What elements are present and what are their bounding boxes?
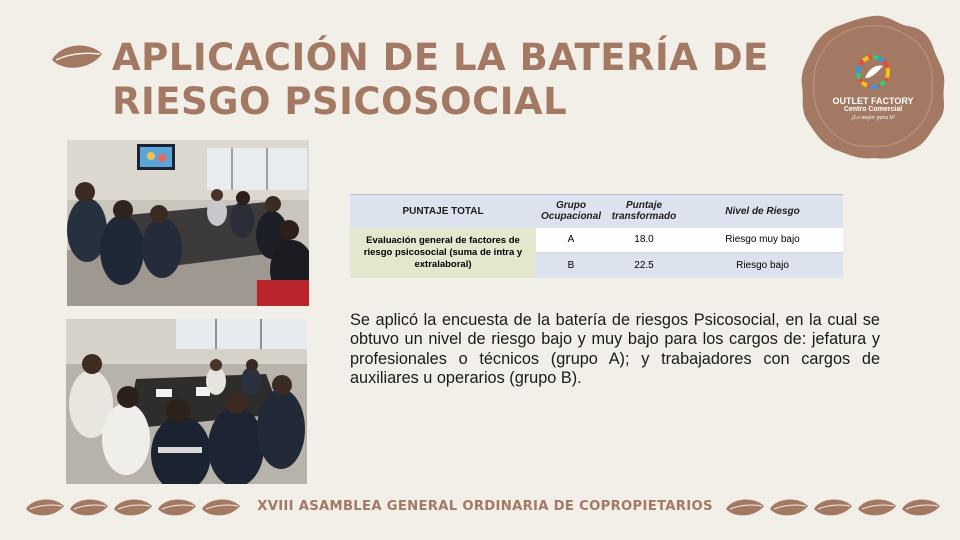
outlet-factory-logo-icon xyxy=(853,52,893,92)
leaf-row-right-icon xyxy=(724,494,944,520)
logo-name: OUTLET FACTORY xyxy=(832,96,914,106)
logo-subtitle: Centro Comercial xyxy=(843,106,903,113)
risk-level-cell: Riesgo bajo xyxy=(682,253,843,278)
meeting-photo-1 xyxy=(67,140,309,306)
logo-text xyxy=(812,96,934,123)
risk-score-table xyxy=(350,194,843,278)
leaf-icon xyxy=(50,40,104,74)
table-row xyxy=(350,228,843,253)
score-cell: 18.0 xyxy=(606,228,682,253)
header-grupo-ocupacional: Grupo Ocupacional xyxy=(536,195,606,228)
meeting-photo-2 xyxy=(66,319,307,484)
risk-level-cell: Riesgo muy bajo xyxy=(682,228,843,253)
title-line-2: RIESGO PSICOSOCIAL xyxy=(112,80,568,123)
body-paragraph: Se aplicó la encuesta de la batería de riesgos Psicosocial, en la cual se obtuvo un nivel de riesgo bajo y muy bajo para los cargos de: jefatura y profesionales o técnicos (grupo A); y trabajadores con cargos de auxiliares u operarios (grupo B). xyxy=(350,311,880,388)
concept-cell: Evaluación general de factores de riesgo psicosocial (suma de intra y extralaboral) xyxy=(350,228,536,279)
header-puntaje-transformado: Puntaje transformado xyxy=(606,195,682,228)
footer-title: XVIII ASAMBLEA GENERAL ORDINARIA DE COPROPIETARIOS xyxy=(257,499,713,514)
title-line-1: APLICACIÓN DE LA BATERÍA DE xyxy=(112,36,769,79)
group-cell: B xyxy=(536,253,606,278)
score-cell: 22.5 xyxy=(606,253,682,278)
header-puntaje-total: PUNTAJE TOTAL xyxy=(350,195,536,228)
header-nivel-de-riesgo: Nivel de Riesgo xyxy=(682,195,843,228)
page-title xyxy=(112,36,792,124)
logo-tagline: ¡Lo mejor para ti! xyxy=(851,115,895,121)
group-cell: A xyxy=(536,228,606,253)
leaf-row-left-icon xyxy=(24,494,244,520)
